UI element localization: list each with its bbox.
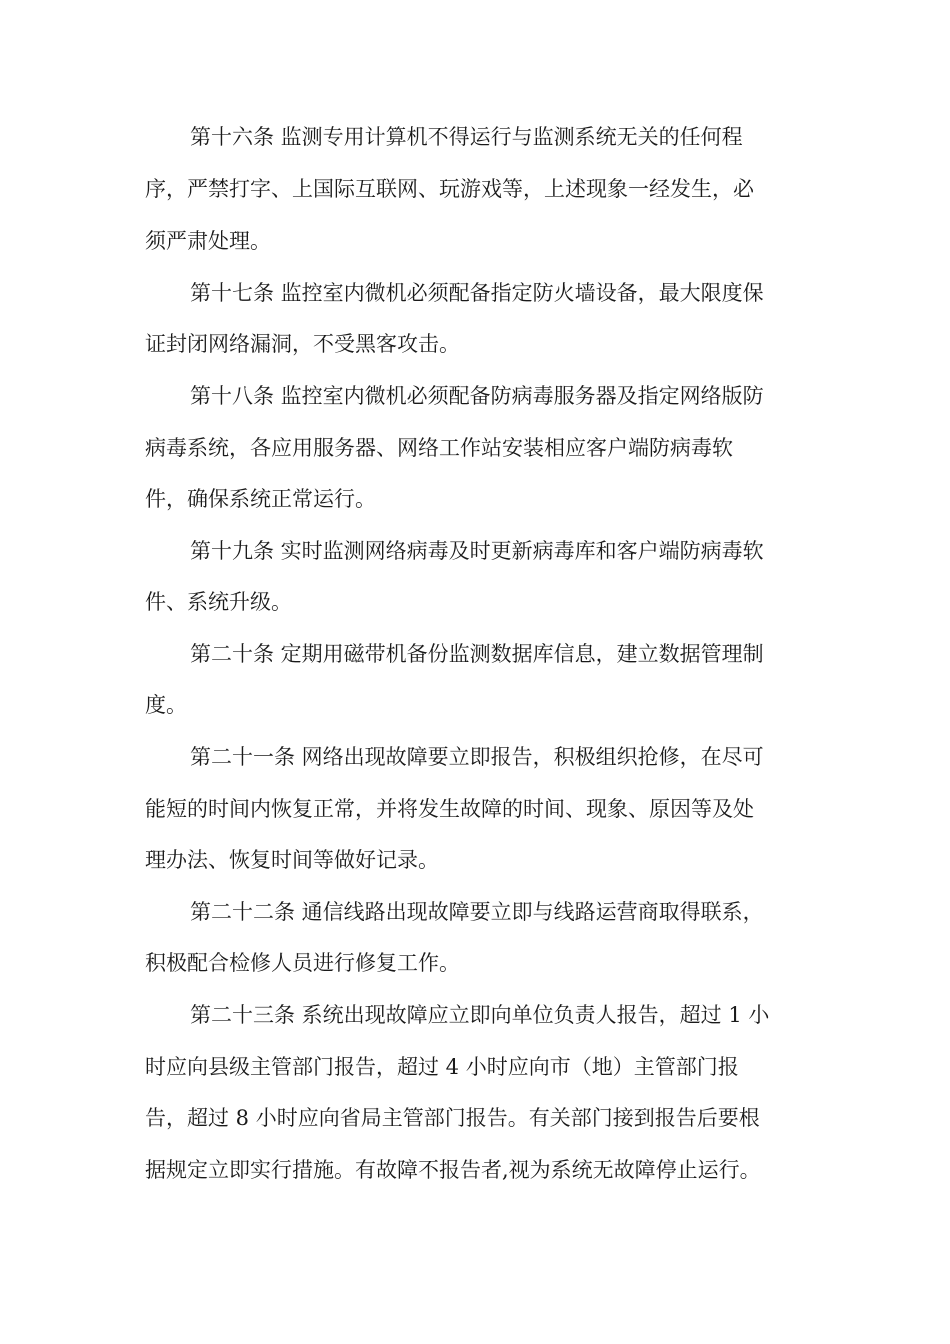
article-21-line-1: 第二十一条 网络出现故障要立即报告，积极组织抢修，在尽可 bbox=[190, 745, 764, 769]
article-17-line-2: 证封闭网络漏洞，不受黑客攻击。 bbox=[145, 332, 460, 356]
article-19-line-2: 件、系统升级。 bbox=[145, 590, 292, 614]
article-18-line-1: 第十八条 监控室内微机必须配备防病毒服务器及指定网络版防 bbox=[190, 384, 764, 408]
article-23-line-2: 时应向县级主管部门报告，超过 4 小时应向市（地）主管部门报 bbox=[145, 1055, 739, 1079]
article-18-line-2: 病毒系统，各应用服务器、网络工作站安装相应客户端防病毒软 bbox=[145, 436, 733, 460]
article-16-line-2: 序，严禁打字、上国际互联网、玩游戏等，上述现象一经发生，必 bbox=[145, 177, 754, 201]
article-19-line-1: 第十九条 实时监测网络病毒及时更新病毒库和客户端防病毒软 bbox=[190, 539, 764, 563]
article-21-line-3: 理办法、恢复时间等做好记录。 bbox=[145, 848, 439, 872]
article-16-line-3: 须严肃处理。 bbox=[145, 229, 271, 253]
article-18-line-3: 件，确保系统正常运行。 bbox=[145, 487, 376, 511]
article-16-line-1: 第十六条 监测专用计算机不得运行与监测系统无关的任何程 bbox=[190, 125, 743, 149]
article-22-line-1: 第二十二条 通信线路出现故障要立即与线路运营商取得联系， bbox=[190, 900, 764, 924]
article-20-line-1: 第二十条 定期用磁带机备份监测数据库信息，建立数据管理制 bbox=[190, 642, 764, 666]
article-21-line-2: 能短的时间内恢复正常，并将发生故障的时间、现象、原因等及处 bbox=[145, 797, 754, 821]
article-17-line-1: 第十七条 监控室内微机必须配备指定防火墙设备，最大限度保 bbox=[190, 281, 764, 305]
article-22-line-2: 积极配合检修人员进行修复工作。 bbox=[145, 951, 460, 975]
article-23-line-3: 告，超过 8 小时应向省局主管部门报告。有关部门接到报告后要根 bbox=[145, 1106, 760, 1130]
article-23-line-4: 据规定立即实行措施。有故障不报告者,视为系统无故障停止运行。 bbox=[145, 1158, 761, 1182]
article-23-line-1: 第二十三条 系统出现故障应立即向单位负责人报告，超过 1 小 bbox=[190, 1003, 770, 1027]
article-20-line-2: 度。 bbox=[145, 693, 187, 717]
